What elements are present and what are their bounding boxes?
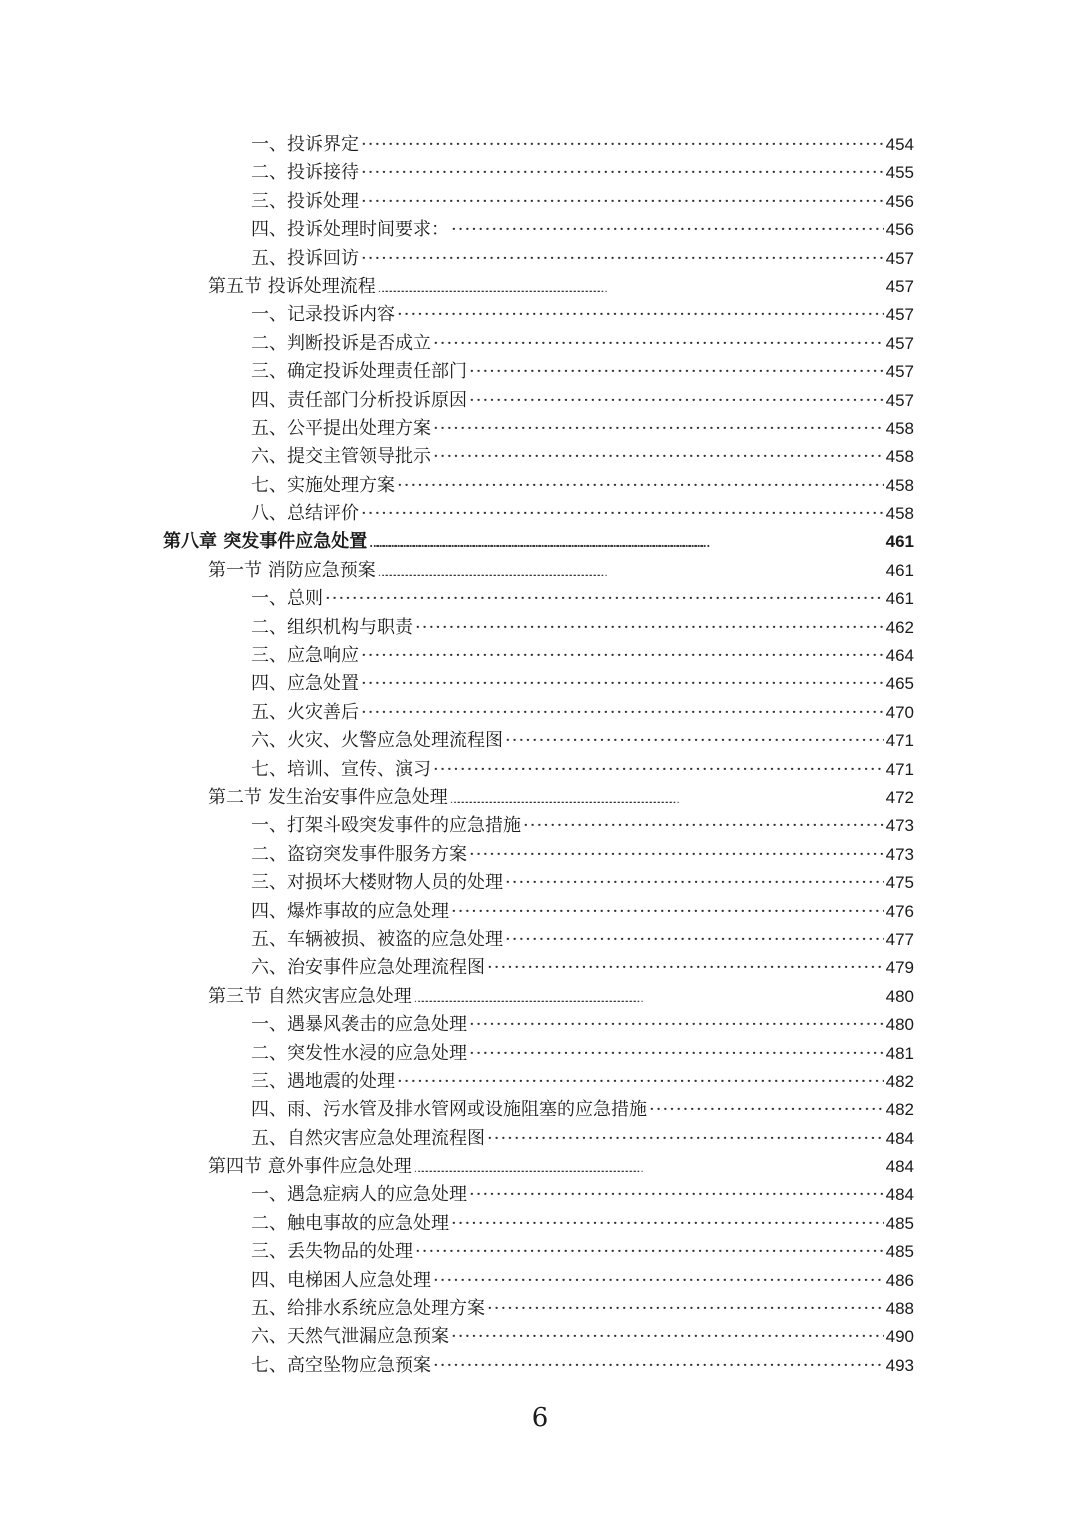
toc-item-entry[interactable] [0,443,914,471]
dot-leader [469,1181,884,1209]
dot-leader [469,1011,884,1039]
toc-item-entry[interactable] [0,330,914,358]
dot-leader [451,898,884,926]
toc-entry-label: 一、打架斗殴突发事件的应急措施 [251,815,521,837]
dot-leader [487,954,884,982]
toc-entry-page: 480 [885,1015,914,1035]
toc-entry-label: 二、组织机构与职责 [251,616,413,638]
toc-entry-label: 四、应急处置 [251,673,359,695]
toc-section-entry[interactable] [0,557,914,585]
dot-leader [505,727,884,755]
toc-entry-label: 四、责任部门分析投诉原因 [251,389,467,411]
dot-leader [487,1125,884,1153]
dot-leader [361,245,884,273]
toc-entry-page: 473 [885,816,914,836]
toc-entry-page: 457 [885,333,914,353]
toc-entry-page: 457 [885,276,914,296]
toc-entry-label: 二、判断投诉是否成立 [251,332,431,354]
dot-leader [451,216,884,244]
toc-item-entry[interactable] [0,387,914,415]
toc-entry-label: 六、天然气泄漏应急预案 [251,1326,449,1348]
toc-item-entry[interactable] [0,159,914,187]
dot-leader [469,841,884,869]
toc-entry-label: 五、自然灾害应急处理流程图 [251,1127,485,1149]
toc-section-entry[interactable] [0,1153,914,1181]
toc-entry-page: 461 [885,589,914,609]
dot-leader [433,415,884,443]
toc-entry-label: 二、盗窃突发事件服务方案 [251,843,467,865]
toc-entry-label: 五、投诉回访 [251,247,359,269]
toc-entry-label: 第二节 发生治安事件应急处理 [208,786,448,808]
toc-entry-page: 456 [885,191,914,211]
toc-entry-label: 五、给排水系统应急处理方案 [251,1298,485,1320]
dot-leader [505,926,884,954]
dot-leader [469,358,884,386]
toc-entry-label: 一、总则 [251,588,323,610]
dot-leader [361,500,884,528]
dot-leader [361,699,884,727]
toc-item-entry[interactable] [0,614,914,642]
toc-entry-label: 五、公平提出处理方案 [251,417,431,439]
dot-leader [451,1323,884,1351]
toc-item-entry[interactable] [0,1181,914,1209]
toc-entry-label: 七、高空坠物应急预案 [251,1354,431,1376]
toc-item-entry[interactable] [0,926,914,954]
toc-item-entry[interactable] [0,1323,914,1351]
dot-leader [469,1040,884,1068]
toc-entry-page: 458 [885,447,914,467]
toc-item-entry[interactable] [0,898,914,926]
toc-entry-page: 462 [885,617,914,637]
toc-section-entry[interactable] [0,784,914,812]
toc-entry-page: 476 [885,901,914,921]
dot-leader [361,159,884,187]
toc-entry-page: 458 [885,475,914,495]
toc-entry-page: 456 [885,220,914,240]
dot-leader [378,273,884,304]
dot-leader [433,443,884,471]
dot-leader [451,1210,884,1238]
toc-entry-page: 458 [885,504,914,524]
toc-entry-page: 455 [885,163,914,183]
toc-entry-label: 二、触电事故的应急处理 [251,1212,449,1234]
toc-item-entry[interactable] [0,415,914,443]
dot-leader [397,1068,884,1096]
toc-entry-label: 七、培训、宣传、演习 [251,758,431,780]
dot-leader [523,812,884,840]
dot-leader [433,330,884,358]
toc-entry-page: 481 [885,1043,914,1063]
dot-leader [369,528,883,558]
toc-entry-label: 一、遇暴风袭击的应急处理 [251,1014,467,1036]
dot-leader [397,472,884,500]
toc-item-entry[interactable] [0,1210,914,1238]
dot-leader [649,1096,884,1124]
toc-entry-label: 七、实施处理方案 [251,474,395,496]
toc-entry-label: 第一节 消防应急预案 [208,559,376,581]
toc-entry-label: 六、治安事件应急处理流程图 [251,957,485,979]
toc-entry-label: 四、投诉处理时间要求： [251,219,449,241]
toc-entry-label: 第五节 投诉处理流程 [208,275,376,297]
dot-leader [361,670,884,698]
toc-item-entry[interactable] [0,756,914,784]
toc-item-entry[interactable] [0,472,914,500]
toc-entry-label: 第八章 突发事件应急处置 [163,531,368,553]
toc-item-entry[interactable] [0,131,914,159]
dot-leader [415,1238,884,1266]
toc-entry-page: 458 [885,418,914,438]
toc-entry-label: 三、遇地震的处理 [251,1070,395,1092]
toc-entry-page: 484 [885,1185,914,1205]
toc-entry-page: 493 [885,1355,914,1375]
dot-leader [397,301,884,329]
toc-item-entry[interactable] [0,642,914,670]
toc-entry-label: 三、应急响应 [251,645,359,667]
toc-section-entry[interactable] [0,983,914,1011]
toc-item-entry[interactable] [0,1011,914,1039]
dot-leader [469,387,884,415]
dot-leader [505,869,884,897]
toc-entry-page: 484 [885,1128,914,1148]
toc-item-entry[interactable] [0,1125,914,1153]
dot-leader [361,188,884,216]
toc-entry-label: 四、雨、污水管及排水管网或设施阻塞的应急措施 [251,1099,647,1121]
toc-item-entry[interactable] [0,1295,914,1323]
toc-entry-page: 471 [885,759,914,779]
toc-entry-label: 八、总结评价 [251,503,359,525]
toc-entry-label: 三、对损坏大楼财物人员的处理 [251,872,503,894]
dot-leader [433,756,884,784]
toc-item-entry[interactable] [0,1040,914,1068]
toc-entry-page: 454 [885,135,914,154]
toc-entry-label: 一、记录投诉内容 [251,304,395,326]
toc-entry-label: 五、火灾善后 [251,701,359,723]
toc-entry-label: 第四节 意外事件应急处理 [208,1156,412,1178]
toc-item-entry[interactable] [0,188,914,216]
toc-item-entry[interactable] [0,301,914,329]
toc-entry-label: 四、电梯困人应急处理 [251,1269,431,1291]
dot-leader [361,131,884,159]
toc-entry-page: 470 [885,702,914,722]
toc-entry-page: 475 [885,873,914,893]
toc-item-entry[interactable] [0,670,914,698]
toc-entry-page: 465 [885,674,914,694]
dot-leader [433,1352,884,1380]
toc-item-entry[interactable] [0,585,914,613]
dot-leader [361,642,884,670]
dot-leader [433,1267,884,1295]
dot-leader [325,585,884,613]
dot-leader [414,983,884,1014]
table-of-contents [0,131,1080,1380]
toc-item-entry[interactable] [0,358,914,386]
toc-entry-page: 461 [885,560,914,580]
toc-entry-label: 第三节 自然灾害应急处理 [208,985,412,1007]
toc-item-entry[interactable] [0,727,914,755]
toc-item-entry[interactable] [0,1096,914,1124]
toc-item-entry[interactable] [0,216,914,244]
toc-entry-label: 三、确定投诉处理责任部门 [251,361,467,383]
toc-entry-label: 三、丢失物品的处理 [251,1241,413,1263]
toc-entry-page: 490 [885,1327,914,1347]
toc-entry-label: 一、遇急症病人的应急处理 [251,1184,467,1206]
toc-entry-page: 472 [885,787,914,807]
page-number: 6 [531,1403,549,1433]
toc-entry-page: 477 [885,929,914,949]
toc-section-entry[interactable] [0,273,914,301]
toc-item-entry[interactable] [0,245,914,273]
toc-entry-page: 457 [885,248,914,268]
toc-item-entry[interactable] [0,699,914,727]
toc-entry-label: 一、投诉界定 [251,134,359,155]
toc-entry-page: 464 [885,646,914,666]
toc-entry-page: 471 [885,731,914,751]
dot-leader [378,557,884,588]
dot-leader [487,1295,884,1323]
toc-chapter-entry[interactable] [0,528,914,556]
toc-item-entry[interactable] [0,812,914,840]
toc-item-entry[interactable] [0,1267,914,1295]
toc-entry-page: 484 [885,1157,914,1177]
toc-entry-page: 488 [885,1299,914,1319]
toc-item-entry[interactable] [0,1238,914,1266]
toc-entry-page: 485 [885,1213,914,1233]
toc-entry-label: 四、爆炸事故的应急处理 [251,900,449,922]
dot-leader [414,1153,884,1184]
toc-entry-label: 二、投诉接待 [251,162,359,184]
toc-entry-page: 473 [885,844,914,864]
toc-item-entry[interactable] [0,841,914,869]
dot-leader [415,614,884,642]
toc-item-entry[interactable] [0,1068,914,1096]
toc-entry-label: 六、提交主管领导批示 [251,446,431,468]
toc-item-entry[interactable] [0,869,914,897]
toc-entry-label: 六、火灾、火警应急处理流程图 [251,730,503,752]
toc-entry-page: 457 [885,305,914,325]
toc-entry-label: 五、车辆被损、被盗的应急处理 [251,928,503,950]
toc-entry-page: 480 [885,986,914,1006]
toc-entry-page: 457 [885,362,914,382]
toc-entry-page: 485 [885,1242,914,1262]
toc-item-entry[interactable] [0,1352,914,1380]
toc-entry-page: 482 [885,1071,914,1091]
toc-entry-page: 461 [885,532,914,552]
toc-entry-page: 486 [885,1270,914,1290]
toc-item-entry[interactable] [0,954,914,982]
toc-entry-page: 482 [885,1100,914,1120]
toc-entry-label: 二、突发性水浸的应急处理 [251,1042,467,1064]
toc-entry-page: 457 [885,390,914,410]
toc-item-entry[interactable] [0,500,914,528]
toc-entry-page: 479 [885,958,914,978]
toc-entry-label: 三、投诉处理 [251,190,359,212]
dot-leader [450,784,884,815]
